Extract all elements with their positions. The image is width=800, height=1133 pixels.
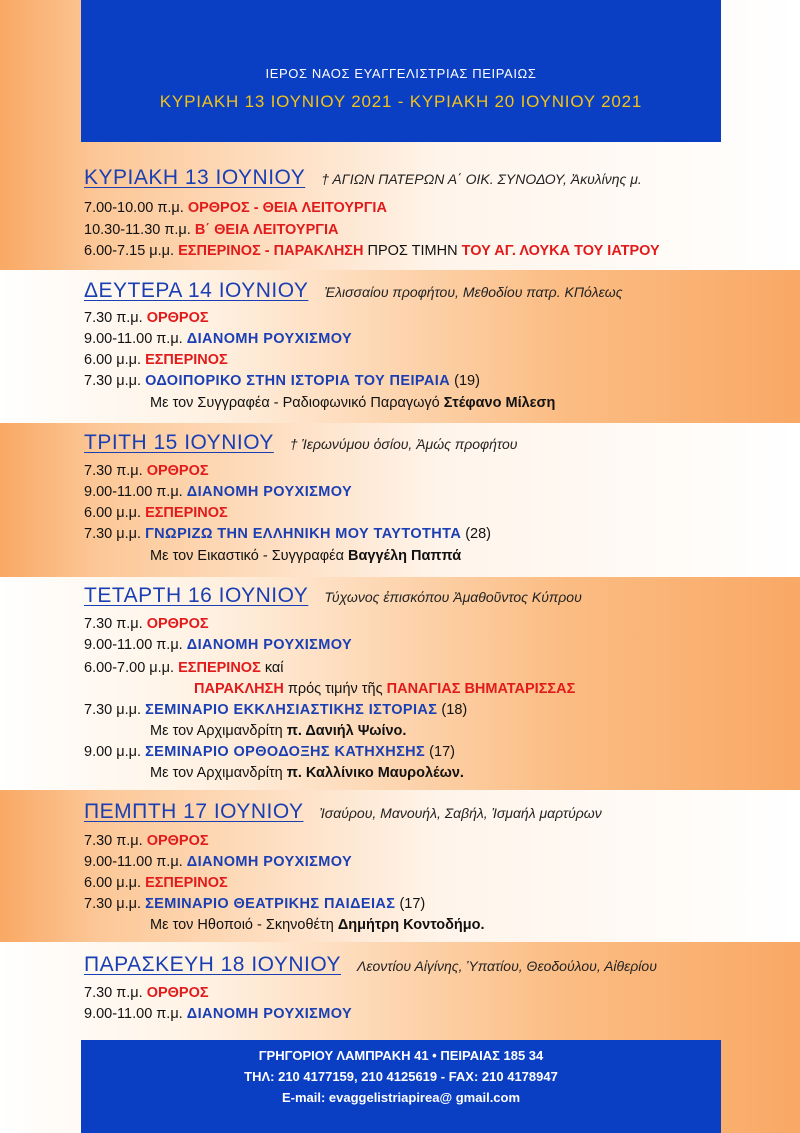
day-saint: Ἰσαύρου, Μανουήλ, Σαβήλ, Ἰσμαήλ μαρτύρων	[319, 805, 602, 821]
speaker-line: Με τον Συγγραφέα - Ραδιοφωνικό Παραγωγό Στέφανο Μίλεση	[150, 395, 556, 411]
schedule-line: 7.30 μ.μ. ΣΕΜΙΝΑΡΙΟ ΕΚΚΛΗΣΙΑΣΤΙΚΗΣ ΙΣΤΟΡΙΑΣ (18)	[84, 702, 468, 718]
speaker-line: Με τον Αρχιμανδρίτη π. Καλλίνικο Μαυρολέων.	[150, 765, 464, 781]
day-title: ΤΕΤΑΡΤΗ 16 ΙΟΥΝΙΟΥ	[84, 584, 309, 607]
day-saint: † Ἱερωνύμου ὁσίου, Ἀμώς προφήτου	[289, 436, 518, 452]
day-title: ΔΕΥΤΕΡΑ 14 ΙΟΥΝΙΟΥ	[84, 279, 309, 302]
day-saint: Λεοντίου Αἰγίνης, Ὑπατίου, Θεοδούλου, Αἰθερίου	[357, 958, 657, 974]
day-saint: Τύχωνος ἐπισκόπου Ἀμαθοῦντος Κύπρου	[324, 589, 582, 605]
day-title: ΠΕΜΠΤΗ 17 ΙΟΥΝΙΟΥ	[84, 800, 304, 823]
day-title: ΠΑΡΑΣΚΕΥΗ 18 ΙΟΥΝΙΟΥ	[84, 953, 341, 976]
day-heading-thursday	[84, 800, 602, 824]
schedule-line: 6.00-7.15 μ.μ. ΕΣΠΕΡΙΝΟΣ - ΠΑΡΑΚΛΗΣΗ ΠΡΟΣ ΤΙΜΗΝ ΤΟΥ ΑΓ. ΛΟΥΚΑ ΤΟΥ ΙΑΤΡΟΥ	[84, 243, 660, 259]
day-title: ΤΡΙΤΗ 15 ΙΟΥΝΙΟΥ	[84, 431, 274, 454]
schedule-line: 6.00 μ.μ. ΕΣΠΕΡΙΝΟΣ	[84, 352, 228, 368]
speaker-line: Με τον Αρχιμανδρίτη π. Δανιήλ Ψωίνο.	[150, 723, 407, 739]
day-heading-tuesday	[84, 431, 517, 455]
schedule-line: 7.30 π.μ. ΟΡΘΡΟΣ	[84, 985, 209, 1001]
schedule-line: ΠΑΡΑΚΛΗΣΗ πρός τιμήν τῆς ΠΑΝΑΓΙΑΣ ΒΗΜΑΤΑΡΙΣΣΑΣ	[194, 681, 576, 697]
schedule-line: 7.30 μ.μ. ΣΕΜΙΝΑΡΙΟ ΘΕΑΤΡΙΚΗΣ ΠΑΙΔΕΙΑΣ (17)	[84, 896, 426, 912]
church-name: ΙΕΡΟΣ ΝΑΟΣ ΕΥΑΓΓΕΛΙΣΤΡΙΑΣ ΠΕΙΡΑΙΩΣ	[265, 66, 537, 81]
schedule-line: 6.00 μ.μ. ΕΣΠΕΡΙΝΟΣ	[84, 875, 228, 891]
day-heading-sunday	[84, 166, 642, 190]
schedule-line: 7.30 π.μ. ΟΡΘΡΟΣ	[84, 463, 209, 479]
schedule-line: 9.00-11.00 π.μ. ΔΙΑΝΟΜΗ ΡΟΥΧΙΣΜΟΥ	[84, 854, 353, 870]
date-range: ΚΥΡΙΑΚΗ 13 ΙΟΥΝΙΟΥ 2021 - ΚΥΡΙΑΚΗ 20 ΙΟΥΝΙΟΥ 2021	[159, 92, 643, 111]
schedule-line: 9.00-11.00 π.μ. ΔΙΑΝΟΜΗ ΡΟΥΧΙΣΜΟΥ	[84, 484, 353, 500]
footer-address: ΓΡΗΓΟΡΙΟΥ ΛΑΜΠΡΑΚΗ 41 • ΠΕΙΡΑΙΑΣ 185 34	[258, 1048, 544, 1063]
footer-phone: ΤΗΛ: 210 4177159, 210 4125619 - FAX: 210 4178947	[244, 1069, 558, 1084]
footer-email[interactable]: E-mail: evaggelistriapirea@ gmail.com	[281, 1090, 521, 1105]
schedule-line: 9.00-11.00 π.μ. ΔΙΑΝΟΜΗ ΡΟΥΧΙΣΜΟΥ	[84, 637, 353, 653]
schedule-line: 7.30 μ.μ. ΓΝΩΡΙΖΩ ΤΗΝ ΕΛΛΗΝΙΚΗ ΜΟΥ ΤΑΥΤΟΤΗΤΑ (28)	[84, 526, 492, 542]
day-heading-monday	[84, 279, 623, 303]
schedule-line: 7.30 π.μ. ΟΡΘΡΟΣ	[84, 616, 209, 632]
schedule-line: 7.30 μ.μ. ΟΔΟΙΠΟΡΙΚΟ ΣΤΗΝ ΙΣΤΟΡΙΑ ΤΟΥ ΠΕΙΡΑΙΑ (19)	[84, 373, 480, 389]
schedule-line: 7.30 π.μ. ΟΡΘΡΟΣ	[84, 833, 209, 849]
day-heading-wednesday	[84, 584, 582, 608]
footer-contact	[81, 1040, 721, 1133]
schedule-line: 10.30-11.30 π.μ. Β΄ ΘΕΙΑ ΛΕΙΤΟΥΡΓΙΑ	[84, 222, 339, 238]
header-banner	[81, 0, 721, 142]
schedule-line: 9.00 μ.μ. ΣΕΜΙΝΑΡΙΟ ΟΡΘΟΔΟΞΗΣ ΚΑΤΗΧΗΣΗΣ (17)	[84, 744, 455, 760]
schedule-line: 6.00-7.00 μ.μ. ΕΣΠΕΡΙΝΟΣ καί	[84, 660, 284, 676]
schedule-line: 7.30 π.μ. ΟΡΘΡΟΣ	[84, 310, 209, 326]
day-title: ΚΥΡΙΑΚΗ 13 ΙΟΥΝΙΟΥ	[84, 166, 306, 189]
schedule-line: 9.00-11.00 π.μ. ΔΙΑΝΟΜΗ ΡΟΥΧΙΣΜΟΥ	[84, 331, 353, 347]
schedule-line: 7.00-10.00 π.μ. ΟΡΘΡΟΣ - ΘΕΙΑ ΛΕΙΤΟΥΡΓΙΑ	[84, 200, 387, 216]
schedule-line: 6.00 μ.μ. ΕΣΠΕΡΙΝΟΣ	[84, 505, 228, 521]
day-saint: † ΑΓΙΩΝ ΠΑΤΕΡΩΝ Α΄ ΟΙΚ. ΣΥΝΟΔΟΥ, Ἀκυλίνης μ.	[321, 171, 642, 187]
schedule-line: 9.00-11.00 π.μ. ΔΙΑΝΟΜΗ ΡΟΥΧΙΣΜΟΥ	[84, 1006, 353, 1022]
day-heading-friday	[84, 953, 657, 977]
speaker-line: Με τον Εικαστικό - Συγγραφέα Βαγγέλη Παππά	[150, 548, 462, 564]
day-saint: Ἐλισσαίου προφήτου, Μεθοδίου πατρ. ΚΠόλεως	[324, 284, 623, 300]
speaker-line: Με τον Ηθοποιό - Σκηνοθέτη Δημήτρη Κοντοδήμο.	[150, 917, 485, 933]
